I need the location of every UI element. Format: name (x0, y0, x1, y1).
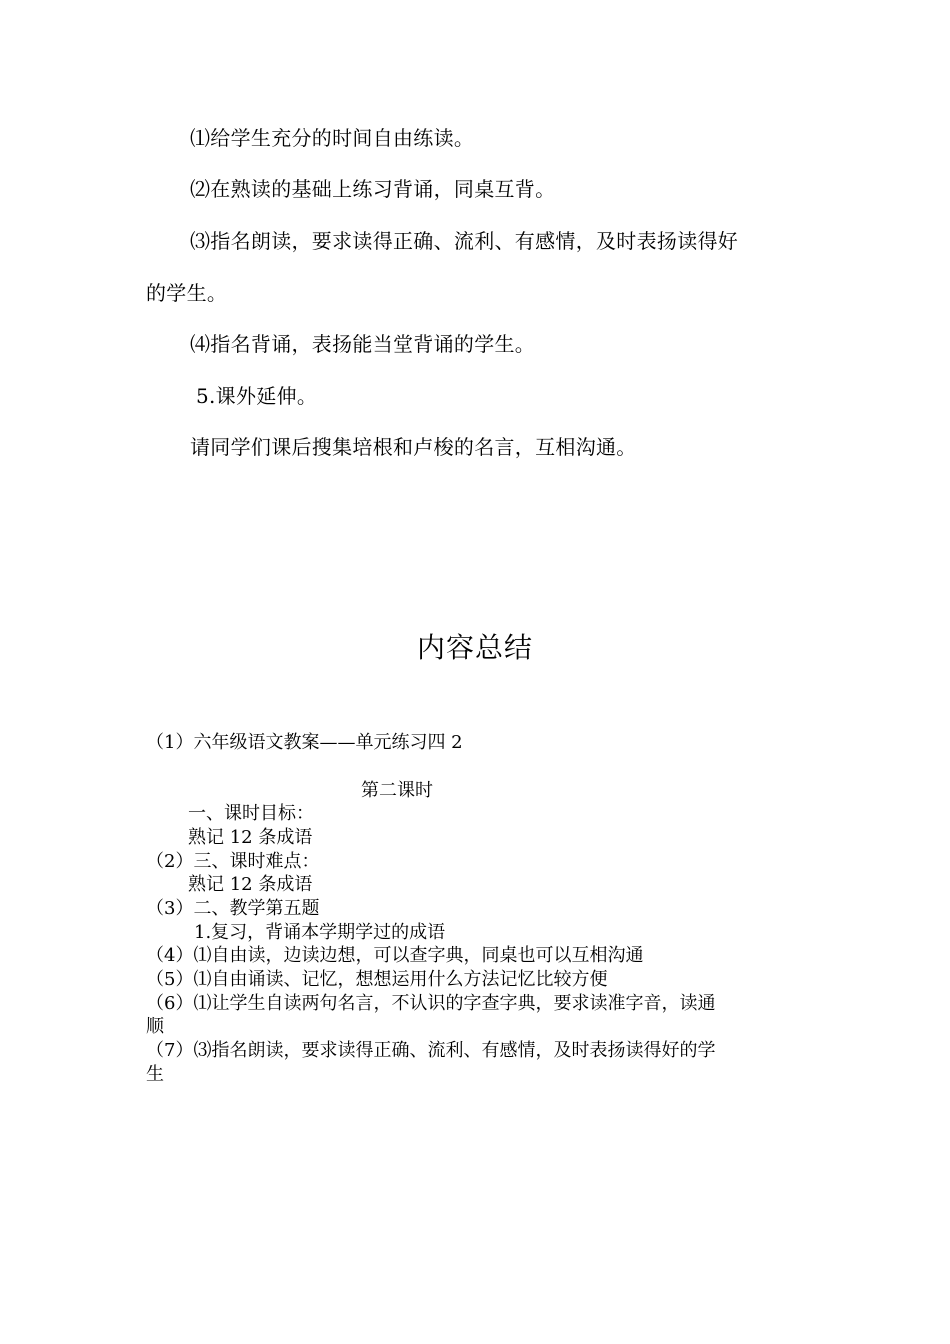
summary-line-3: （3）二、教学第五题 (146, 898, 320, 919)
paragraph-recite-praise: ⑷指名背诵，表扬能当堂背诵的学生。 (190, 332, 536, 356)
summary-line-7-cont: 生 (146, 1064, 164, 1085)
summary-line-5: （5）⑴自由诵读、记忆，想想运用什么方法记忆比较方便 (146, 969, 608, 990)
summary-line-goal-detail: 熟记 12 条成语 (188, 827, 313, 848)
summary-line-1: （1）六年级语文教案——单元练习四 2 (146, 732, 463, 753)
summary-line-review: 1.复习，背诵本学期学过的成语 (194, 922, 446, 943)
summary-line-goal: 一、课时目标： (188, 803, 314, 824)
paragraph-read-aloud: ⑶指名朗读，要求读得正确、流利、有感情，及时表扬读得好 (190, 229, 739, 253)
paragraph-recite: ⑵在熟读的基础上练习背诵，同桌互背。 (190, 177, 556, 201)
summary-line-6: （6）⑴让学生自读两句名言，不认识的字查字典，要求读准字音，读通 (146, 993, 716, 1014)
summary-line-difficulty-detail: 熟记 12 条成语 (188, 874, 313, 895)
summary-line-7: （7）⑶指名朗读，要求读得正确、流利、有感情，及时表扬读得好的学 (146, 1040, 716, 1061)
summary-line-6-cont: 顺 (146, 1016, 164, 1037)
summary-line-4: （4）⑴自由读，边读边想，可以查字典，同桌也可以互相沟通 (146, 945, 644, 966)
paragraph-free-reading: ⑴给学生充分的时间自由练读。 (190, 126, 475, 150)
summary-line-lesson: 第二课时 (361, 780, 433, 801)
paragraph-extension-task: 请同学们课后搜集培根和卢梭的名言，互相沟通。 (190, 435, 637, 459)
summary-line-2: （2）三、课时难点： (146, 851, 320, 872)
paragraph-extension-heading: 5.课外延伸。 (196, 384, 318, 408)
paragraph-read-aloud-cont: 的学生。 (146, 281, 228, 305)
summary-title: 内容总结 (416, 631, 533, 664)
